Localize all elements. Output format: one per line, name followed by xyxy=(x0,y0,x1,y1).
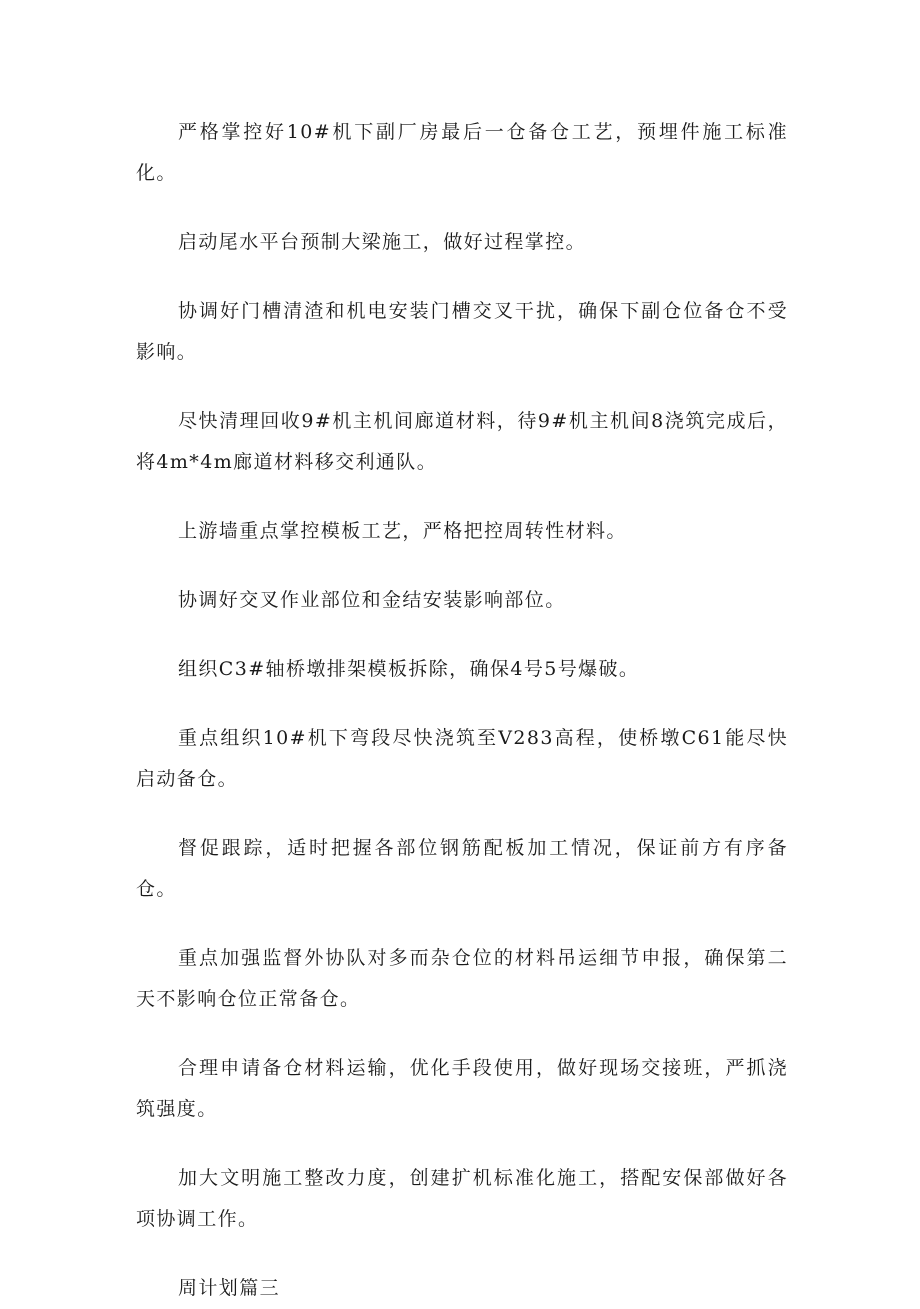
paragraph-8: 重点组织10#机下弯段尽快浇筑至V283高程，使桥墩C61能尽快启动备仓。 xyxy=(136,727,788,790)
paragraph-5: 上游墙重点掌控模板工艺，严格把控周转性材料。 xyxy=(178,520,627,542)
paragraph-2: 启动尾水平台预制大梁施工，做好过程掌控。 xyxy=(178,231,587,253)
paragraph-1: 严格掌控好10#机下副厂房最后一仓备仓工艺，预埋件施工标准化。 xyxy=(136,121,788,184)
paragraph-6: 协调好交叉作业部位和金结安装影响部位。 xyxy=(178,589,566,611)
document-body xyxy=(136,112,788,1309)
paragraph-11: 合理申请备仓材料运输，优化手段使用，做好现场交接班，严抓浇筑强度。 xyxy=(136,1057,788,1120)
paragraph-10: 重点加强监督外协队对多而杂仓位的材料吊运细节申报，确保第二天不影响仓位正常备仓。 xyxy=(136,947,788,1010)
paragraph-3: 协调好门槽清渣和机电安装门槽交叉干扰，确保下副仓位备仓不受影响。 xyxy=(136,300,788,363)
paragraph-7: 组织C3#轴桥墩排架模板拆除，确保4号5号爆破。 xyxy=(178,658,640,680)
section-heading: 周计划篇三 xyxy=(178,1277,281,1299)
paragraph-4: 尽快清理回收9#机主机间廊道材料，待9#机主机间8浇筑完成后，将4m*4m廊道材料移交利通队。 xyxy=(136,410,788,473)
paragraph-12: 加大文明施工整改力度，创建扩机标准化施工，搭配安保部做好各项协调工作。 xyxy=(136,1167,788,1230)
paragraph-9: 督促跟踪，适时把握各部位钢筋配板加工情况，保证前方有序备仓。 xyxy=(136,837,788,900)
